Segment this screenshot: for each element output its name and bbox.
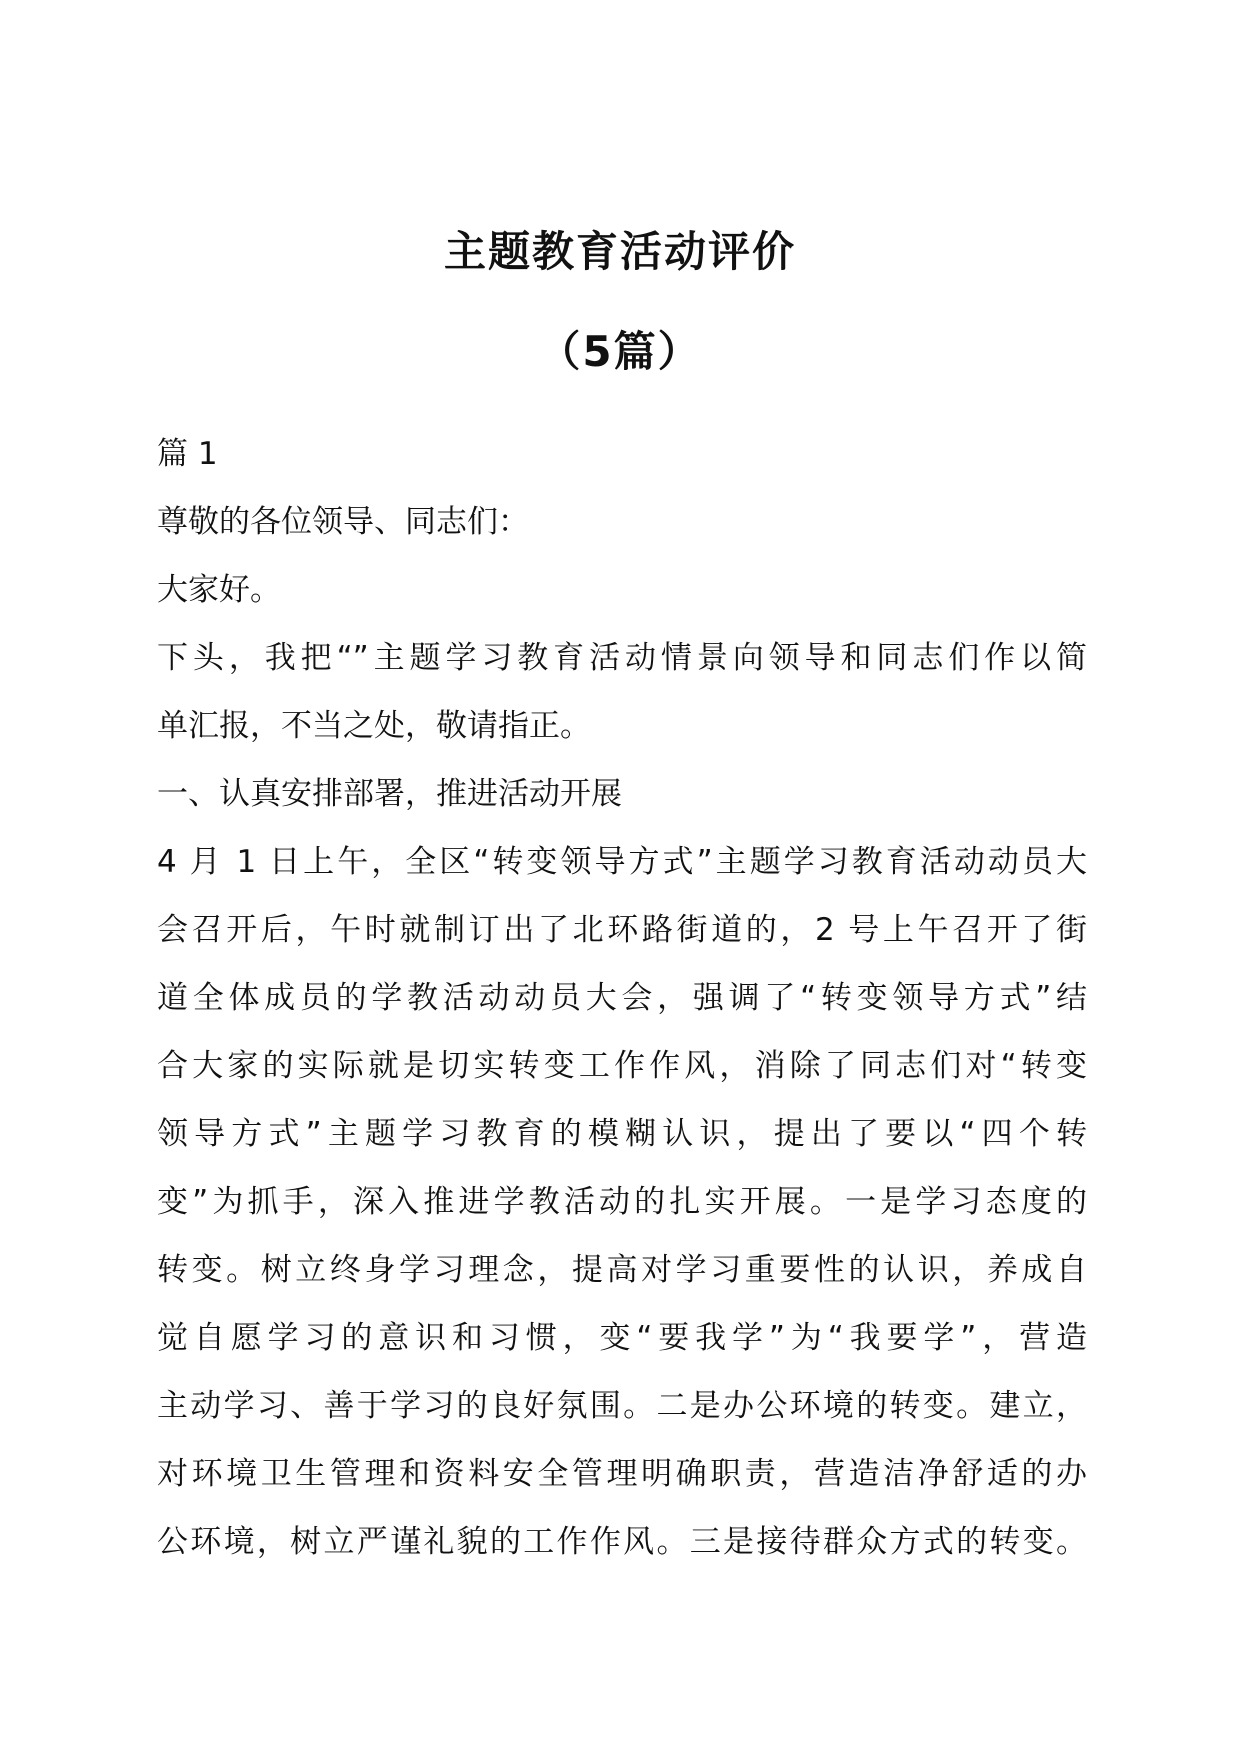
paragraph-line: 领导方式”主题学习教育的模糊认识，提出了要以“四个转	[157, 1116, 1087, 1152]
section-label: 篇 1	[157, 436, 218, 472]
document-body	[157, 420, 1087, 1576]
paragraph-line: 合大家的实际就是切实转变工作作风，消除了同志们对“转变	[157, 1048, 1087, 1084]
document-subtitle: （5篇）	[538, 327, 702, 376]
paragraph-line: 觉自愿学习的意识和习惯，变“要我学”为“我要学”，营造	[157, 1320, 1087, 1356]
paragraph-line: 对环境卫生管理和资料安全管理明确职责，营造洁净舒适的办	[157, 1456, 1087, 1492]
paragraph-line: 变”为抓手，深入推进学教活动的扎实开展。一是学习态度的	[157, 1184, 1087, 1220]
paragraph-line: 道全体成员的学教活动动员大会，强调了“转变领导方式”结	[157, 980, 1087, 1016]
greeting: 大家好。	[157, 572, 281, 608]
paragraph-line: 单汇报，不当之处，敬请指正。	[157, 708, 591, 744]
document-title: 主题教育活动评价	[443, 227, 796, 276]
paragraph-line: 转变。树立终身学习理念，提高对学习重要性的认识，养成自	[157, 1252, 1087, 1288]
paragraph-line: 公环境，树立严谨礼貌的工作作风。三是接待群众方式的转变。	[157, 1524, 1087, 1560]
paragraph-line: 主动学习、善于学习的良好氛围。二是办公环境的转变。建立，	[157, 1388, 1087, 1424]
paragraph-line: 4 月 1 日上午，全区“转变领导方式”主题学习教育活动动员大	[157, 844, 1087, 880]
section-heading: 一、认真安排部署，推进活动开展	[157, 776, 622, 812]
paragraph-line: 会召开后，午时就制订出了北环路街道的，2 号上午召开了街	[157, 912, 1087, 948]
salutation: 尊敬的各位领导、同志们：	[157, 504, 529, 540]
paragraph-line: 下头，我把“”主题学习教育活动情景向领导和同志们作以简	[157, 640, 1087, 676]
